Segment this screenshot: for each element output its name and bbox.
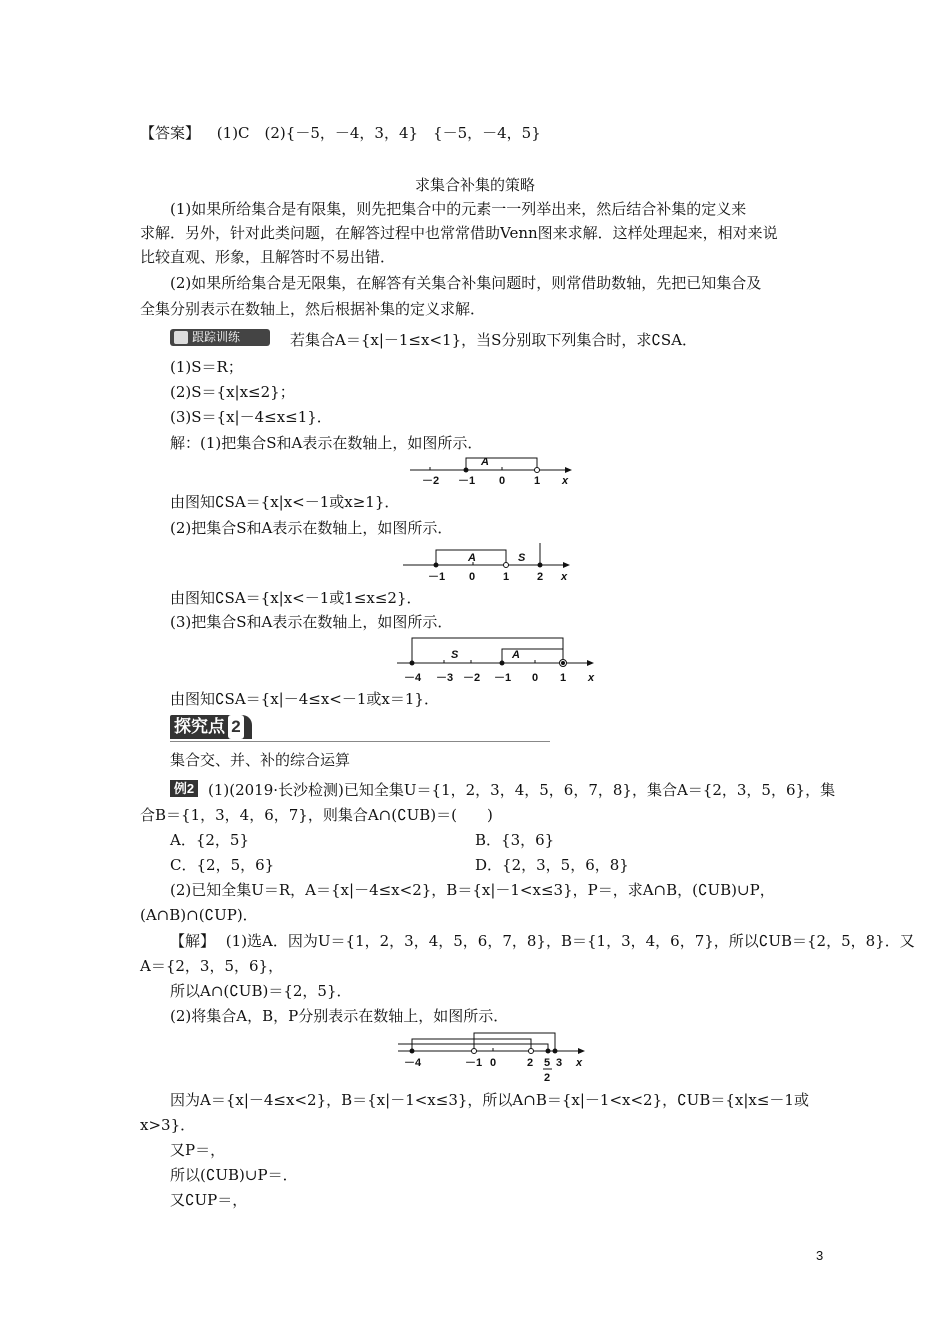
- training-question: 若集合A＝{x|－1≤x<1}，当S分别取下列集合时，求∁SA．: [290, 331, 698, 349]
- training-badge-label: 跟踪训练: [192, 330, 241, 344]
- section-header: [170, 715, 550, 742]
- example-line-1: (1)(2019·长沙检测)已知全集U＝{1，2，3，4，5，6，7，8}，集合A＝{2，3，5，6}，集: [208, 781, 836, 799]
- example2-line-1: (2)已知全集U＝R，A＝{x|－4≤x<2}，B＝{x|－1<x≤3}，P＝，求A∩B，(∁UB)∪P，: [170, 881, 775, 899]
- fig1-tick: 1: [534, 475, 541, 487]
- strategy-title: 求集合补集的策略: [414, 176, 535, 194]
- answer-label: 【答案】: [140, 124, 201, 142]
- solution-line-4: (2)将集合A，B，P分别表示在数轴上，如图所示．: [170, 1007, 509, 1025]
- checklist-icon: [174, 331, 188, 344]
- fig2-tick: －1: [428, 571, 446, 583]
- training-item-2: (2)S＝{x|x≤2}；: [170, 383, 295, 401]
- fig1-tick: 0: [499, 475, 506, 487]
- number-line-figure-1: [405, 455, 585, 487]
- number-line-figure-3: [392, 636, 602, 686]
- number-line-figure-2: [398, 543, 578, 583]
- solution-1: 解：(1)把集合S和A表示在数轴上，如图所示．: [170, 434, 483, 452]
- section-label-box: [170, 715, 252, 739]
- fig2-axis-label: x: [561, 571, 568, 583]
- fig1-tick: －1: [458, 475, 476, 487]
- fig3-set-label-s: S: [451, 649, 459, 661]
- fig2-set-label-s: S: [518, 552, 526, 564]
- page-number: 3: [816, 1248, 824, 1263]
- training-badge: [170, 329, 270, 346]
- section-number: 2: [228, 715, 244, 739]
- example2-line-2: (A∩B)∩(∁UP)．: [140, 906, 258, 924]
- fig1-axis-label: x: [562, 475, 569, 487]
- solution-line-6: x>3}．: [140, 1116, 196, 1134]
- fig1-set-label: A: [481, 456, 489, 468]
- section-title: 集合交、并、补的综合运算: [170, 751, 351, 769]
- strategy-p1-l3: 比较直观、形象，且解答时不易出错．: [140, 248, 396, 266]
- option-c: C．{2，5，6}: [170, 856, 275, 874]
- fig4-tick-denominator: 2: [544, 1072, 551, 1084]
- result-1: 由图知∁SA＝{x|x<－1或x≥1}．: [170, 493, 400, 511]
- fig1-tick: －2: [422, 475, 440, 487]
- solution-line-9: 又∁UP＝，: [170, 1191, 248, 1209]
- fig3-axis-label: x: [588, 672, 595, 684]
- solution-line-3: 所以A∩(∁UB)＝{2，5}．: [170, 982, 352, 1000]
- fig4-tick: 2: [527, 1057, 534, 1069]
- fig2-tick: 0: [469, 571, 476, 583]
- solution-line-8: 所以(∁UB)∪P＝．: [170, 1166, 298, 1184]
- strategy-p2-l1: (2)如果所给集合是无限集，在解答有关集合补集问题时，则常借助数轴，先把已知集合及: [170, 274, 762, 292]
- fig3-set-label-a: A: [512, 649, 520, 661]
- result-3: 由图知∁SA＝{x|－4≤x<－1或x＝1}．: [170, 690, 439, 708]
- solution-label: 【解】: [170, 932, 216, 950]
- example-line-2: 合B＝{1，3，4，6，7}，则集合A∩(∁UB)＝( ): [140, 806, 493, 824]
- option-d: D．{2，3，5，6，8}: [475, 856, 629, 874]
- solution-2: (2)把集合S和A表示在数轴上，如图所示．: [170, 519, 453, 537]
- fig3-tick: －4: [404, 672, 422, 684]
- fig2-set-label-a: A: [468, 552, 476, 564]
- strategy-p2-l2: 全集分别表示在数轴上，然后根据补集的定义求解．: [140, 300, 486, 318]
- solution-intro: [170, 931, 915, 951]
- fig4-tick-numerator: 5: [544, 1057, 551, 1069]
- training-item-1: (1)S＝R；: [170, 358, 243, 376]
- example-badge: 例2: [170, 780, 198, 797]
- strategy-p1-l1: (1)如果所给集合是有限集，则先把集合中的元素一一列举出来，然后结合补集的定义来: [170, 200, 747, 218]
- fig3-tick: 0: [532, 672, 539, 684]
- solution-line-7: 又P＝，: [170, 1141, 226, 1159]
- fig4-tick: －1: [465, 1057, 483, 1069]
- fig3-tick: 1: [560, 672, 567, 684]
- strategy-p1-l2: 求解．另外，针对此类问题，在解答过程中也常常借助Venn图来求解．这样处理起来，相对来说: [140, 224, 778, 242]
- solution-line-2: A＝{2，3，5，6}，: [140, 957, 284, 975]
- number-line-figure-4: [393, 1030, 593, 1088]
- fig2-tick: 1: [503, 571, 510, 583]
- option-a: A．{2，5}: [170, 831, 250, 849]
- fig3-tick: －2: [463, 672, 481, 684]
- fig4-tick: 3: [556, 1057, 563, 1069]
- answer-text: (1)C (2){－5，－4，3，4} {－5，－4，5}: [216, 124, 541, 142]
- option-b: B．{3，6}: [475, 831, 555, 849]
- answer-line: [140, 123, 541, 143]
- solution-line-5: 因为A＝{x|－4≤x<2}，B＝{x|－1<x≤3}，所以A∩B＝{x|－1<x<2}，∁UB＝{x|x≤－1或: [170, 1091, 809, 1109]
- section-label: 探究点: [174, 717, 225, 736]
- fig3-tick: －1: [494, 672, 512, 684]
- training-item-3: (3)S＝{x|－4≤x≤1}．: [170, 408, 332, 426]
- fig2-tick: 2: [537, 571, 544, 583]
- fig3-tick: －3: [436, 672, 454, 684]
- fig4-axis-label: x: [576, 1057, 583, 1069]
- fig4-tick: －4: [404, 1057, 422, 1069]
- solution-3: (3)把集合S和A表示在数轴上，如图所示．: [170, 613, 453, 631]
- result-2: 由图知∁SA＝{x|x<－1或1≤x≤2}．: [170, 589, 422, 607]
- solution-line-1: (1)选A．因为U＝{1，2，3，4，5，6，7，8}，B＝{1，3，4，6，7}，所以∁UB＝{2，5，8}．又: [225, 932, 915, 950]
- fig4-tick: 0: [490, 1057, 497, 1069]
